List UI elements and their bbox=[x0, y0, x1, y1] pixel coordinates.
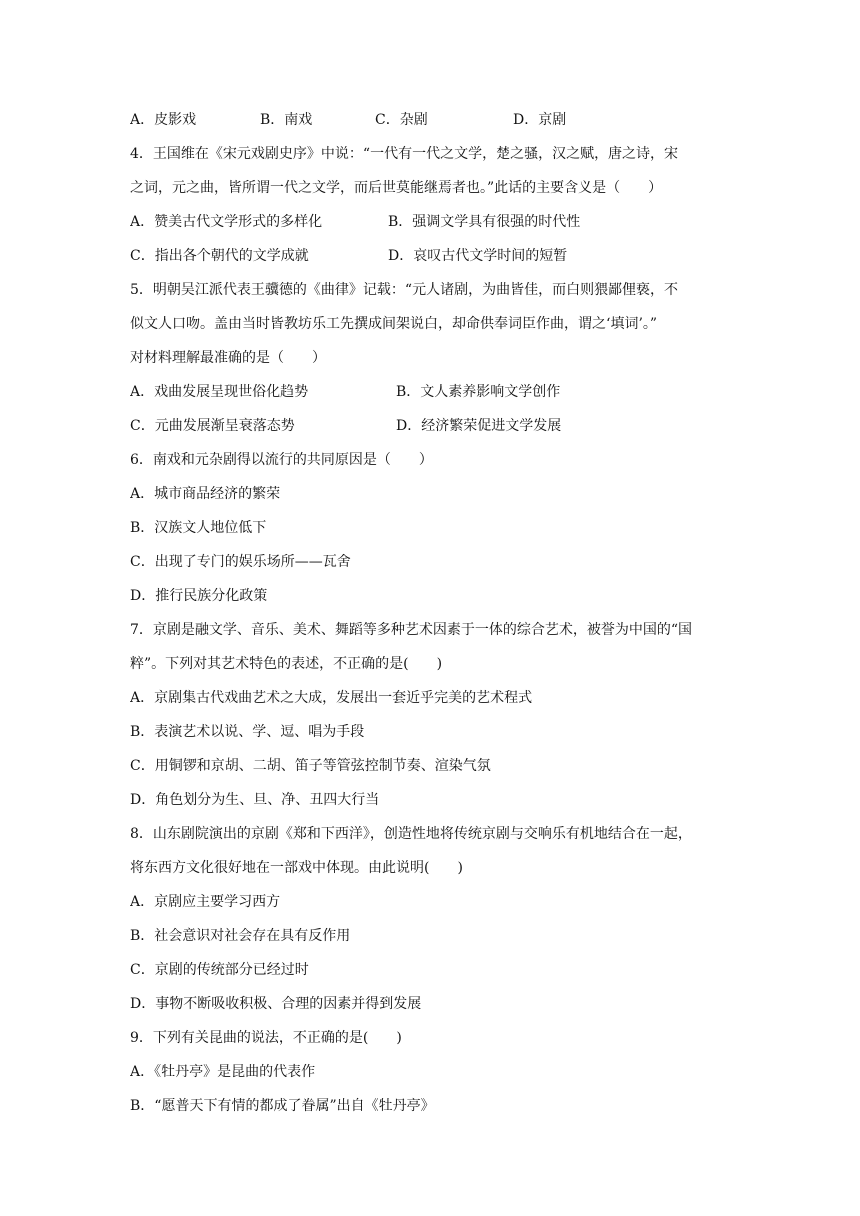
q8-option-d: D．事物不断吸收积极、合理的因素并得到发展 bbox=[130, 996, 422, 1012]
q5-stem-line-3: 对材料理解最准确的是（ ） bbox=[130, 350, 326, 366]
q4-option-b: B．强调文学具有很强的时代性 bbox=[388, 214, 581, 230]
q4-stem-line-1: 4．王国维在《宋元戏剧史序》中说：“一代有一代之文学，楚之骚，汉之赋，唐之诗，宋 bbox=[130, 146, 679, 162]
q6-stem: 6．南戏和元杂剧得以流行的共同原因是（ ） bbox=[130, 452, 433, 468]
q9-stem: 9．下列有关昆曲的说法，不正确的是( ) bbox=[130, 1030, 402, 1046]
q8-option-c: C．京剧的传统部分已经过时 bbox=[130, 962, 309, 978]
q5-option-b: B．文人素养影响文学创作 bbox=[396, 384, 561, 400]
q8-option-a: A．京剧应主要学习西方 bbox=[130, 894, 281, 910]
q7-option-d: D．角色划分为生、旦、净、丑四大行当 bbox=[130, 792, 380, 808]
q4-option-d: D．哀叹古代文学时间的短暂 bbox=[388, 248, 568, 264]
q3-options bbox=[130, 108, 740, 132]
q7-stem-line-1: 7．京剧是融文学、音乐、美术、舞蹈等多种艺术因素于一体的综合艺术，被誉为中国的“国 bbox=[130, 622, 693, 638]
q7-option-a: A．京剧集古代戏曲艺术之大成，发展出一套近乎完美的艺术程式 bbox=[130, 690, 533, 706]
q3-option-c: C．杂剧 bbox=[375, 112, 428, 128]
q9-option-b: B．“愿普天下有情的都成了眷属”出自《牡丹亭》 bbox=[130, 1098, 435, 1114]
q5-option-d: D．经济繁荣促进文学发展 bbox=[396, 418, 562, 434]
q9-option-a: A．《牡丹亭》是昆曲的代表作 bbox=[130, 1064, 316, 1080]
q3-option-b: B．南戏 bbox=[260, 112, 313, 128]
q5-option-c: C．元曲发展渐呈衰落态势 bbox=[130, 418, 295, 434]
q7-stem-line-2: 粹”。下列对其艺术特色的表述，不正确的是( ) bbox=[130, 656, 443, 672]
q5-options-row-2 bbox=[130, 414, 740, 438]
q5-stem-line-2: 似文人口吻。盖由当时皆教坊乐工先撰成间架说白，却命供奉词臣作曲，谓之‘填词’。” bbox=[130, 316, 658, 332]
q4-option-a: A．赞美古代文学形式的多样化 bbox=[130, 214, 323, 230]
q7-option-c: C．用铜锣和京胡、二胡、笛子等管弦控制节奏、渲染气氛 bbox=[130, 758, 491, 774]
q3-option-d: D．京剧 bbox=[513, 112, 567, 128]
q6-option-c: C．出现了专门的娱乐场所——瓦舍 bbox=[130, 554, 351, 570]
q4-stem-line-2: 之词，元之曲，皆所谓一代之文学，而后世莫能继焉者也。”此话的主要含义是（ ） bbox=[130, 180, 663, 196]
q6-option-a: A．城市商品经济的繁荣 bbox=[130, 486, 281, 502]
q6-option-b: B．汉族文人地位低下 bbox=[130, 520, 267, 536]
q4-option-c: C．指出各个朝代的文学成就 bbox=[130, 248, 309, 264]
question-list bbox=[130, 108, 740, 1128]
q6-option-d: D．推行民族分化政策 bbox=[130, 588, 268, 604]
q5-stem-line-1: 5．明朝吴江派代表王骥德的《曲律》记载：“元人诸剧，为曲皆佳，而白则猥鄙俚亵，不 bbox=[130, 282, 679, 298]
q4-options-row-2 bbox=[130, 244, 740, 268]
q3-option-a: A．皮影戏 bbox=[130, 112, 197, 128]
q4-options-row-1 bbox=[130, 210, 740, 234]
q5-option-a: A．戏曲发展呈现世俗化趋势 bbox=[130, 384, 309, 400]
q7-option-b: B．表演艺术以说、学、逗、唱为手段 bbox=[130, 724, 365, 740]
q8-stem-line-2: 将东西方文化很好地在一部戏中体现。由此说明( ) bbox=[130, 860, 463, 876]
q5-options-row-1 bbox=[130, 380, 740, 404]
q8-option-b: B．社会意识对社会存在具有反作用 bbox=[130, 928, 351, 944]
q8-stem-line-1: 8．山东剧院演出的京剧《郑和下西洋》，创造性地将传统京剧与交响乐有机地结合在一起， bbox=[130, 826, 692, 842]
